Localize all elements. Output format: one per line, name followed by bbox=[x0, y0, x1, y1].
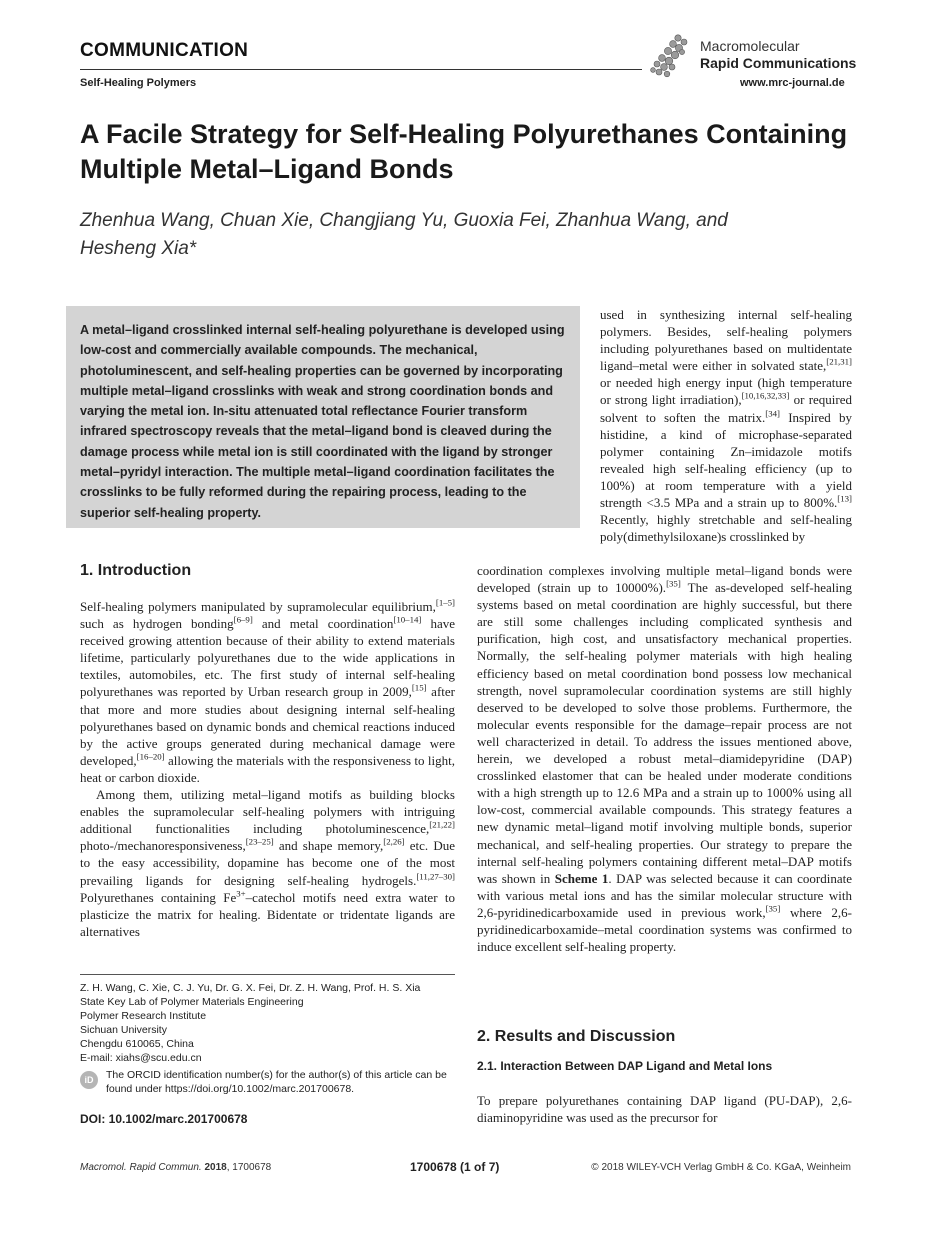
journal-name-line2: Rapid Communications bbox=[700, 55, 857, 71]
footnote-rule bbox=[80, 974, 455, 975]
affiliation-line: Polymer Research Institute bbox=[80, 1010, 207, 1022]
orcid-note: The ORCID identification number(s) for the author(s) of this article can be found under https://doi.org/10.1002/marc.201700678. bbox=[106, 1069, 447, 1095]
orcid-icon: iD bbox=[80, 1071, 98, 1089]
article-title: A Facile Strategy for Self-Healing Polyurethanes Containing Multiple Metal–Ligand Bonds bbox=[80, 119, 848, 184]
abstract-text: A metal–ligand crosslinked internal self-healing polyurethane is developed using low-cost and commercially available compounds. The mechanical, photoluminescent, and self-healing properties can be governed by incorporating multiple metal–ligand crosslinks with weak and strong coordination bonds and varying the metal ion. In-situ attenuated total reflectance Fourier transform infrared spectroscopy reveals that the metal–ligand bond is cleaved during the damage process while metal ion is still coordinated with the ligand by stronger metal–pyridyl interaction. The multiple metal–ligand coordination facilitates the crosslinks to be fully reformed during the repairing process, leading to the superior self-healing property. bbox=[80, 323, 565, 520]
journal-name-line1: Macromolecular bbox=[700, 38, 800, 54]
intro-heading: 1. Introduction bbox=[80, 562, 192, 579]
header-rule bbox=[80, 69, 642, 70]
results-heading: 2. Results and Discussion bbox=[477, 1028, 676, 1045]
scheme-1-link[interactable]: Scheme 1 bbox=[554, 870, 609, 886]
right-column-top: used in synthesizing internal self-healing polymers. Besides, self-healing polymers including polyurethanes based on multidentate ligand–metal were either in solvated state,[21,31] or needed high energy input (high temperature or strong light irradiation),[10,16,32,33] or required solvent to soften the matrix.[34] Inspired by histidine, a kind of microphase-separated polymer containing Zn–imidazole motifs revealed high self-healing efficiency (up to 100%) at room temperature with a yield strength <3.5 MPa and a strain up to 800%.[13] Recently, highly stretchable and self-healing poly(dimethylsiloxane)s crosslinked by bbox=[600, 307, 853, 545]
right-column-main: coordination complexes involving multiple metal–ligand bonds were developed (strain up to 10000%).[35] The as-developed self-healing systems based on metal coordination are highly successful, but there are still some challenges including complicated synthesis and purification, high cost, and unsatisfactory mechanical properties. Normally, the self-healing polymer materials with high healing efficiency based on metal coordination bond possess low mechanical strength, novel supramolecular coordination systems are still highly deserved to be developed to solve those problems. Furthermore, the molecular events responsible for the damage–repair process are not well characterized in detail. To address the issues mentioned above, herein, we developed a robust metal–diamidepyridine (DAP) crosslinked elastomer that can be healed under moderate conditions with a high strength up to 12.6 MPa and a strain up to 1000% using all low-cost, commercial available compounds. This strategy features a new dynamic metal–ligand motif involving multiple bonds, superior mechanical, and self-healing properties. Our strategy to prepare the internal self-healing polymers containing different metal–DAP motifs was shown in Scheme 1. DAP was selected because it can coordinate with various metal ions and has the similar molecular structure with 2,6-pyridinedicarboxamide used in previous work,[35] where 2,6-pyridinedicarboxamide–metal coordination systems was confirmed to induce excellent self-healing property. bbox=[477, 563, 853, 955]
journal-logo-icon bbox=[648, 32, 694, 80]
subsection-heading: 2.1. Interaction Between DAP Ligand and Metal Ions bbox=[477, 1059, 773, 1073]
copyright-notice: © 2018 WILEY-VCH Verlag GmbH & Co. KGaA, Weinheim bbox=[591, 1162, 851, 1173]
doi-label[interactable]: DOI: 10.1002/marc.201700678 bbox=[80, 1112, 248, 1126]
author-list: Zhenhua Wang, Chuan Xie, Changjiang Yu, Guoxia Fei, Zhanhua Wang, and Hesheng Xia* bbox=[80, 210, 728, 259]
affiliation-line: Chengdu 610065, China bbox=[80, 1038, 194, 1050]
intro-text: Self-healing polymers manipulated by supramolecular equilibrium,[1–5] such as hydrogen bonding[6–9] and metal coordination[10–14] have received growing attention because of their ability to extend materials lifetime, particularly polyurethanes due to the wide applications in textiles, automobiles, etc. The first study of internal self-healing polyurethanes was reported by Urban research group in 2009,[15] after that more and more studies about designing internal self-healing polyurethanes based on dynamic bonds and chemical reactions induced by the active groups generated during mechanical damage were developed,[16–20] allowing the materials with the responsiveness to light, heat or carbon dioxide. Among them, utilizing metal–ligand motifs as building blocks enables the supramolecular self-healing polymers with intriguing additional functionalities including photoluminescence,[21,22] photo-/mechanoresponsiveness,[23–25] and shape memory,[2,26] etc. Due to the easy accessibility, dopamine has become one of the most prevailing ligands for designing self-healing hydrogels.[11,27–30] Polyurethanes containing $Fe^{3+}$–catechol motifs need extra water to plasticize the matrix for healing. Bidentate or tridentate ligands are alternatives bbox=[80, 597, 456, 939]
section-label: COMMUNICATION bbox=[80, 40, 249, 61]
topic-label: Self-Healing Polymers bbox=[80, 77, 197, 89]
results-text: To prepare polyurethanes containing DAP ligand (PU-DAP), 2,6-diaminopyridine was used as the precursor for bbox=[477, 1093, 852, 1126]
affiliation-line: State Key Lab of Polymer Materials Engineering bbox=[80, 996, 304, 1008]
contact-email[interactable]: E-mail: xiahs@scu.edu.cn bbox=[80, 1052, 202, 1064]
journal-url[interactable]: www.mrc-journal.de bbox=[740, 77, 845, 89]
footer-citation: Macromol. Rapid Commun. 2018, 1700678 bbox=[80, 1162, 272, 1173]
affiliation-line: Z. H. Wang, C. Xie, C. J. Yu, Dr. G. X. Fei, Dr. Z. H. Wang, Prof. H. S. Xia bbox=[80, 982, 421, 994]
page-number: 1700678 (1 of 7) bbox=[410, 1160, 500, 1174]
affiliation-block bbox=[80, 981, 460, 1065]
affiliation-line: Sichuan University bbox=[80, 1024, 167, 1036]
